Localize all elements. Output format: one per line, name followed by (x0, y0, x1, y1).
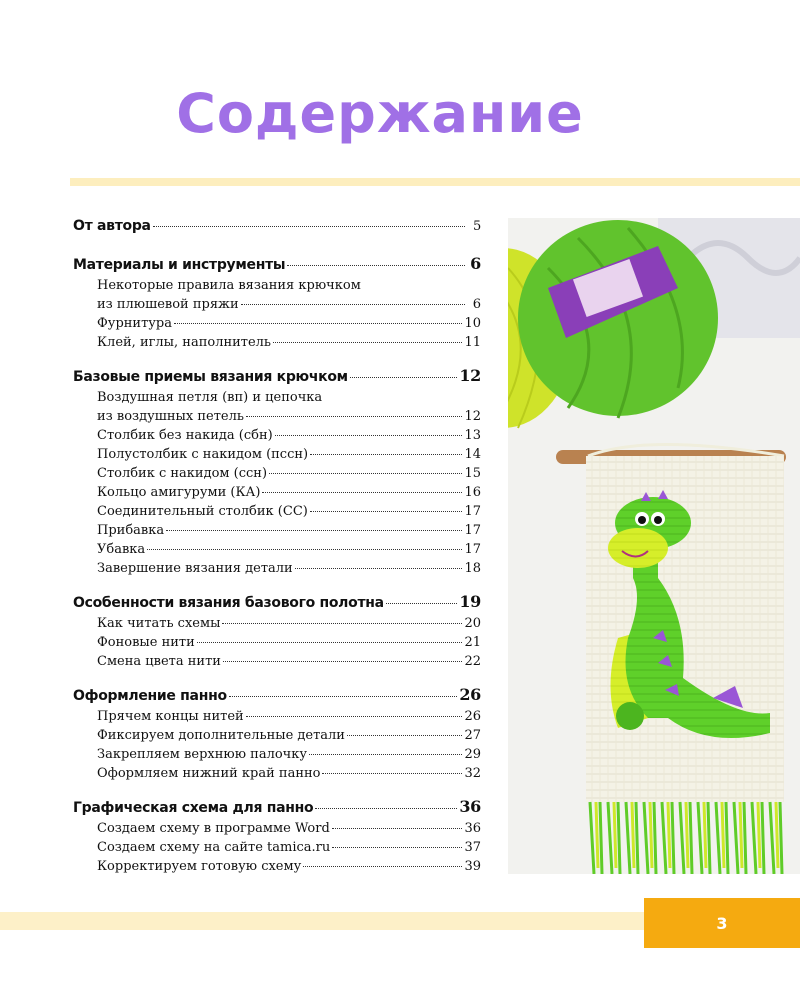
toc-entry-page: 39 (464, 859, 481, 874)
leader-dots (386, 603, 458, 604)
toc-entry-title: Прибавка (97, 523, 165, 538)
toc-entry-page: 6 (472, 297, 481, 312)
toc-entry[interactable] (73, 766, 481, 785)
toc-entry-page: 36 (464, 821, 481, 836)
leader-dots (222, 623, 462, 624)
page-title: Содержание (176, 82, 584, 145)
toc-section-heading[interactable] (73, 592, 481, 616)
leader-dots (262, 492, 462, 493)
toc-entry-title: Смена цвета нити (97, 654, 221, 669)
toc-entry-page: 15 (464, 466, 481, 481)
header-rule (70, 178, 800, 186)
toc-entry-title: Фиксируем дополнительные детали (97, 728, 345, 743)
toc-entry-page: 32 (464, 766, 481, 781)
leader-dots (347, 735, 462, 736)
toc-section (73, 797, 481, 878)
leader-dots (315, 808, 457, 809)
toc-entry-page: 22 (464, 654, 481, 669)
toc-heading-title: Материалы и инструменты (73, 257, 286, 273)
toc-entry-page: 16 (464, 485, 481, 500)
toc-section-heading[interactable] (73, 254, 481, 278)
leader-dots (246, 716, 463, 717)
toc-entry-page: 12 (464, 409, 481, 424)
toc-entry-page: 18 (464, 561, 481, 576)
toc-entry[interactable] (73, 821, 481, 840)
toc-entry-title: Столбик с накидом (ссн) (97, 466, 268, 481)
toc-section-heading[interactable] (73, 797, 481, 821)
toc-entry-page: 14 (464, 447, 481, 462)
toc-section (73, 254, 481, 354)
toc-entry[interactable] (73, 561, 481, 580)
toc-entry[interactable] (73, 635, 481, 654)
toc-heading-page: 26 (459, 685, 481, 704)
toc-entry[interactable] (73, 335, 481, 354)
toc-entry-page: 17 (464, 504, 481, 519)
leader-dots (147, 549, 462, 550)
toc-entry-title: из плюшевой пряжи (97, 297, 239, 312)
leader-dots (303, 866, 462, 867)
leader-dots (269, 473, 462, 474)
toc-entry-title: Убавка (97, 542, 146, 557)
toc-entry-page: 20 (464, 616, 481, 631)
toc-heading-page: 5 (473, 219, 481, 234)
toc-section-heading[interactable] (73, 218, 481, 242)
toc-heading-title: Базовые приемы вязания крючком (73, 369, 348, 385)
toc-entry-title: Соединительный столбик (СС) (97, 504, 308, 519)
leader-dots (310, 511, 463, 512)
toc-entry-title: Закрепляем верхнюю палочку (97, 747, 308, 762)
toc-entry-title: Столбик без накида (сбн) (97, 428, 273, 443)
toc-entry-title: Завершение вязания детали (97, 561, 293, 576)
leader-dots (310, 454, 462, 455)
toc-entry[interactable] (73, 728, 481, 747)
toc-entry-page: 37 (464, 840, 481, 855)
toc-entry-title: Кольцо амигуруми (КА) (97, 485, 261, 500)
toc-entry-page: 17 (464, 542, 481, 557)
toc-entry[interactable] (73, 654, 481, 673)
toc-section (73, 366, 481, 580)
leader-dots (174, 323, 462, 324)
toc-heading-page: 12 (459, 366, 481, 385)
toc-entry-title: Прячем концы нитей (97, 709, 244, 724)
toc-entry-title: Фоновые нити (97, 635, 195, 650)
toc-heading-title: Оформление панно (73, 688, 227, 704)
toc-heading-title: Графическая схема для панно (73, 800, 314, 816)
toc-entry-line1: Воздушная петля (вп) и цепочка (97, 390, 323, 405)
toc-entry-page: 13 (464, 428, 481, 443)
leader-dots (332, 828, 463, 829)
toc-entry-title: Оформляем нижний край панно (97, 766, 321, 781)
crochet-dragon-photo (508, 218, 800, 874)
toc-entry-title: Как читать схемы (97, 616, 221, 631)
toc-entry[interactable] (73, 409, 481, 428)
toc-section-heading[interactable] (73, 366, 481, 390)
page-number: 3 (644, 898, 800, 948)
toc-entry-line1: Некоторые правила вязания крючком (97, 278, 361, 293)
toc-entry-title: Создаем схему на сайте tamica.ru (97, 840, 331, 855)
toc-entry[interactable] (73, 709, 481, 728)
leader-dots (295, 568, 463, 569)
toc-entry[interactable] (73, 542, 481, 561)
toc-entry[interactable] (73, 523, 481, 542)
toc-heading-title: Особенности вязания базового полотна (73, 595, 384, 611)
toc-heading-title: От автора (73, 218, 151, 234)
toc-entry-title: Фурнитура (97, 316, 173, 331)
toc-section (73, 592, 481, 673)
toc-entry[interactable] (73, 297, 481, 316)
leader-dots (309, 754, 462, 755)
toc-entry[interactable] (73, 747, 481, 766)
toc-entry[interactable] (73, 485, 481, 504)
leader-dots (332, 847, 462, 848)
toc-entry-page: 29 (464, 747, 481, 762)
leader-dots (246, 416, 463, 417)
leader-dots (350, 377, 458, 378)
toc-entry[interactable] (73, 447, 481, 466)
leader-dots (322, 773, 462, 774)
toc-heading-page: 36 (459, 797, 481, 816)
leader-dots (229, 696, 458, 697)
toc-entry-title: Клей, иглы, наполнитель (97, 335, 272, 350)
toc-entry[interactable] (73, 504, 481, 523)
toc-entry-title: из воздушных петель (97, 409, 244, 424)
toc-entry-page: 26 (464, 709, 481, 724)
toc-entry-page: 21 (464, 635, 481, 650)
toc-section (73, 685, 481, 785)
toc-section-heading[interactable] (73, 685, 481, 709)
toc-heading-page: 6 (470, 254, 481, 273)
toc-entry-page: 10 (464, 316, 481, 331)
leader-dots (287, 265, 465, 266)
table-of-contents (73, 218, 481, 890)
toc-entry-title: Создаем схему в программе Word (97, 821, 330, 836)
toc-heading-page: 19 (459, 592, 481, 611)
toc-entry-page: 11 (464, 335, 481, 350)
toc-entry[interactable] (73, 840, 481, 859)
leader-dots (275, 435, 463, 436)
leader-dots (273, 342, 462, 343)
toc-entry[interactable] (73, 859, 481, 878)
leader-dots (153, 226, 465, 227)
toc-entry-title: Корректируем готовую схему (97, 859, 302, 874)
leader-dots (241, 304, 465, 305)
toc-entry[interactable] (73, 616, 481, 635)
toc-section (73, 218, 481, 242)
leader-dots (223, 661, 463, 662)
toc-entry[interactable] (73, 428, 481, 447)
toc-entry-page: 27 (464, 728, 481, 743)
toc-entry-page: 17 (464, 523, 481, 538)
toc-entry-title: Полустолбик с накидом (пссн) (97, 447, 309, 462)
leader-dots (197, 642, 463, 643)
toc-entry[interactable] (73, 316, 481, 335)
toc-entry[interactable] (73, 466, 481, 485)
leader-dots (166, 530, 462, 531)
